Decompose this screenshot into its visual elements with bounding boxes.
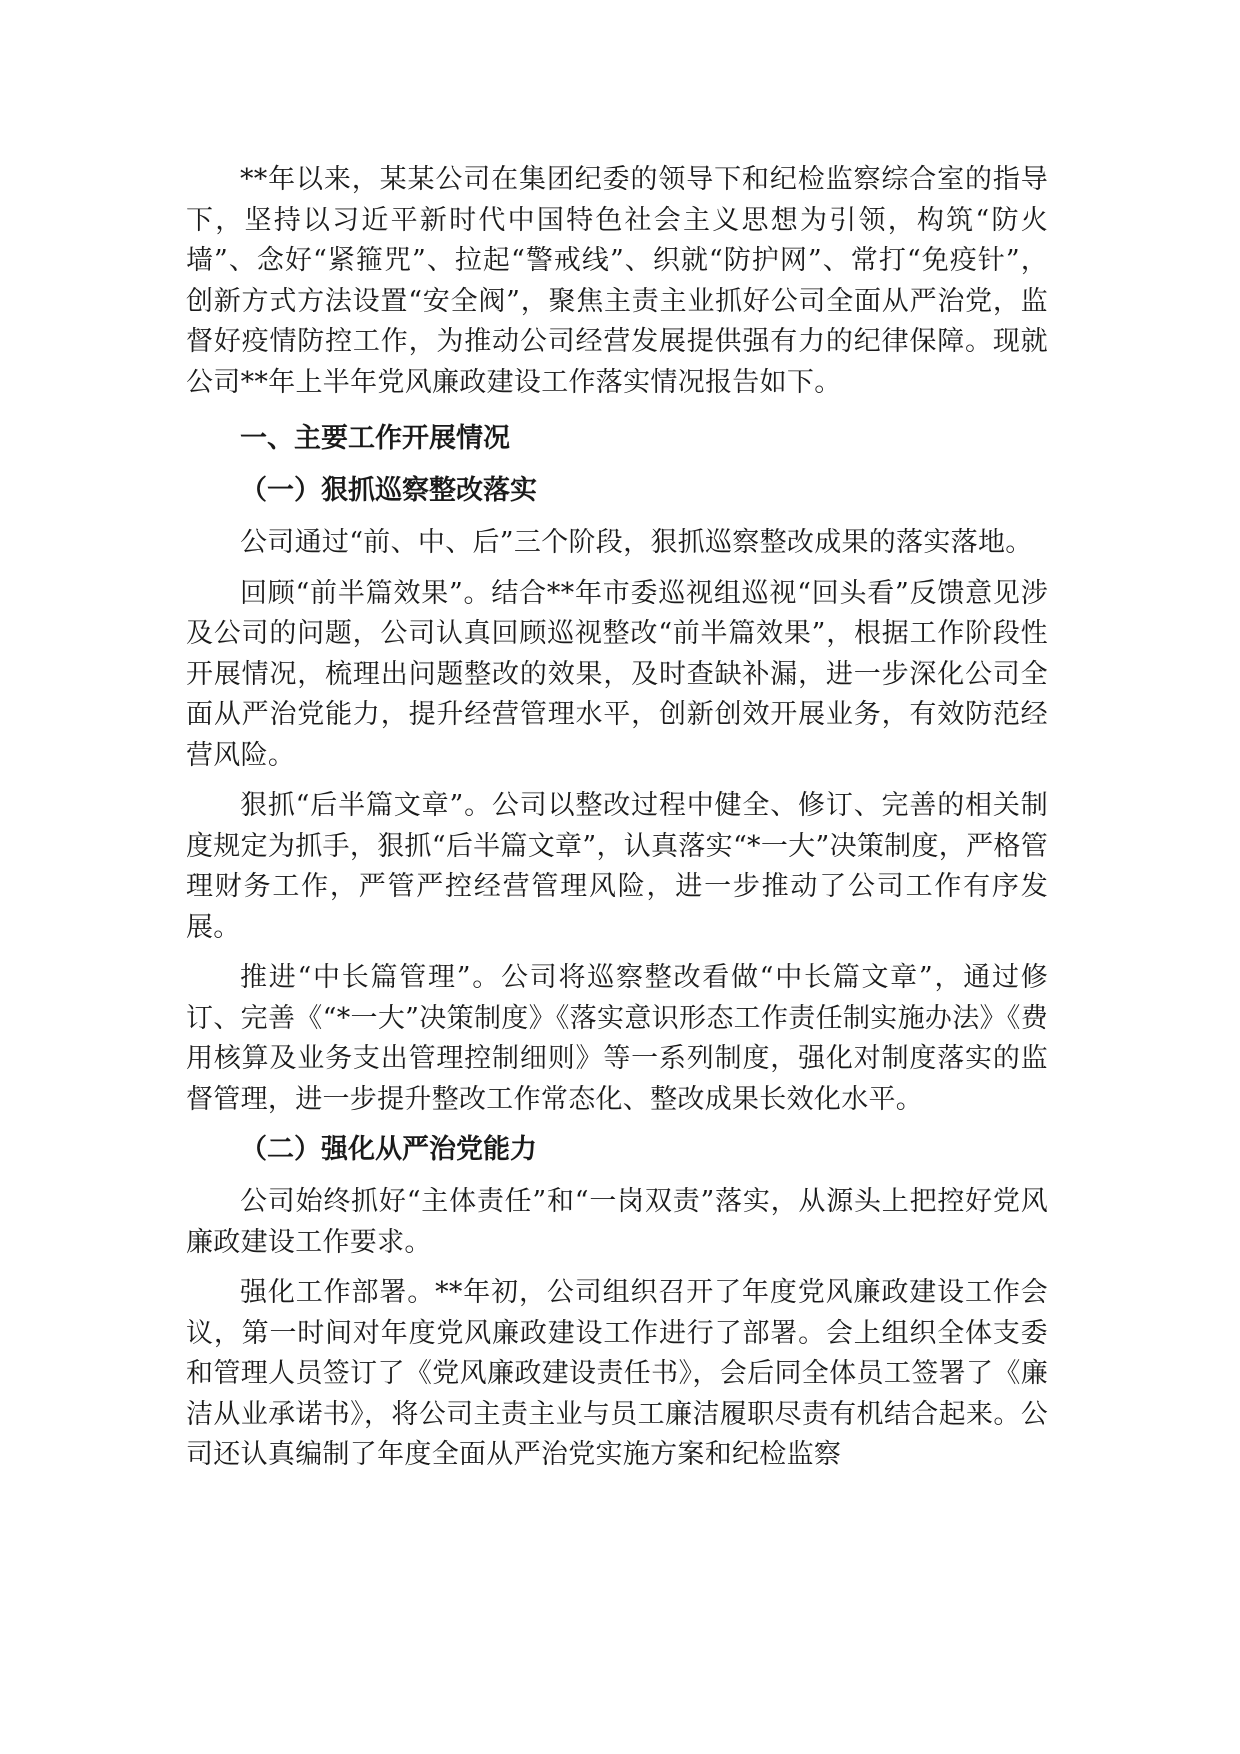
body-paragraph: 回顾“前半篇效果”。结合**年市委巡视组巡视“回头看”反馈意见涉及公司的问题，公司认真回顾巡视整改“前半篇效果”，根据工作阶段性开展情况，梳理出问题整改的效果，及时查缺补漏，进一步深化公司全面从严治党能力，提升经营管理水平，创新创效开展业务，有效防范经营风险。 [186, 577, 1048, 771]
body-paragraph: 公司始终抓好“主体责任”和“一岗双责”落实，从源头上把控好党风廉政建设工作要求。 [186, 1186, 1048, 1258]
subsection-heading-inspection-rectification: （一）狠抓巡察整改落实 [240, 475, 537, 506]
body-paragraph: 狠抓“后半篇文章”。公司以整改过程中健全、修订、完善的相关制度规定为抓手，狠抓“后半篇文章”，认真落实“*一大”决策制度，严格管理财务工作，严管严控经营管理风险，进一步推动了公司工作有序发展。 [186, 790, 1048, 943]
document-page [186, 160, 1048, 1486]
intro-paragraph: **年以来，某某公司在集团纪委的领导下和纪检监察综合室的指导下，坚持以习近平新时代中国特色社会主义思想为引领，构筑“防火墙”、念好“紧箍咒”、拉起“警戒线”、织就“防护网”、常打“免疫针”，创新方式方法设置“安全阀”，聚焦主责主业抓好公司全面从严治党，监督好疫情防控工作，为推动公司经营发展提供强有力的纪律保障。现就公司**年上半年党风廉政建设工作落实情况报告如下。 [186, 164, 1048, 398]
body-paragraph: 推进“中长篇管理”。公司将巡察整改看做“中长篇文章”，通过修订、完善《“*一大”决策制度》《落实意识形态工作责任制实施办法》《费用核算及业务支出管理控制细则》等一系列制度，强化对制度落实的监督管理，进一步提升整改工作常态化、整改成果长效化水平。 [186, 962, 1048, 1115]
body-paragraph: 强化工作部署。**年初，公司组织召开了年度党风廉政建设工作会议，第一时间对年度党风廉政建设工作进行了部署。会上组织全体支委和管理人员签订了《党风廉政建设责任书》，会后同全体员工签署了《廉洁从业承诺书》，将公司主责主业与员工廉洁履职尽责有机结合起来。公司还认真编制了年度全面从严治党实施方案和纪检监察 [186, 1277, 1048, 1470]
body-paragraph: 公司通过“前、中、后”三个阶段，狠抓巡察整改成果的落实落地。 [240, 527, 1033, 558]
section-heading-main-work: 一、主要工作开展情况 [240, 423, 510, 454]
subsection-heading-party-governance: （二）强化从严治党能力 [240, 1134, 537, 1165]
